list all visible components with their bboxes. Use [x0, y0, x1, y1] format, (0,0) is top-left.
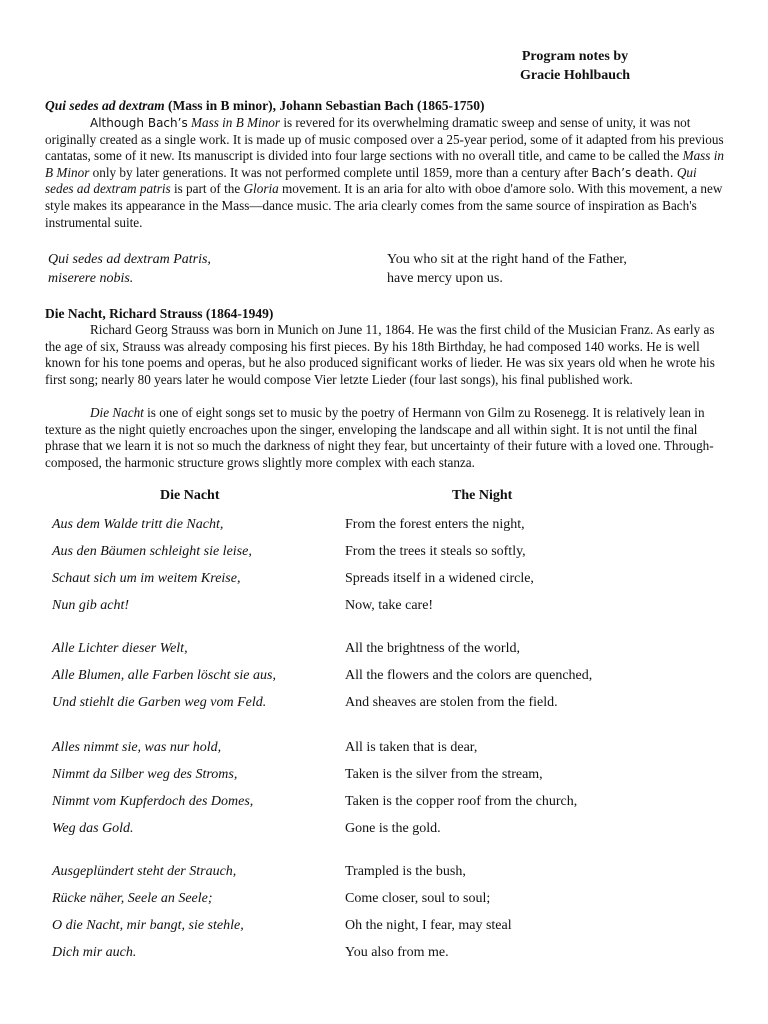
poem-stanza-4-de — [52, 858, 244, 966]
bach-text-2: only by later generations. It was not performed complete until 1859, more than a century after — [92, 164, 589, 180]
translation-line: have mercy upon us. — [387, 270, 503, 286]
poem-line: All is taken that is dear, — [345, 740, 478, 755]
poem-line: Gone is the gold. — [345, 821, 441, 836]
bach-title-italic: Qui sedes ad dextram — [45, 98, 165, 113]
bach-lead: Although Bach’s — [90, 116, 188, 130]
bach-text-4: is part of the — [173, 181, 241, 197]
poem-line: Now, take care! — [345, 598, 434, 613]
poem-line: Alles nimmt sie, was nur hold, — [52, 740, 222, 755]
translation-line: You who sit at the right hand of the Father, — [387, 252, 627, 267]
latin-text — [48, 251, 211, 288]
latin-translation — [387, 251, 627, 288]
poem-line: Alle Blumen, alle Farben löscht sie aus, — [52, 668, 276, 683]
poem-line: Alle Lichter dieser Welt, — [52, 641, 188, 656]
poem-stanza-2-en — [345, 635, 592, 716]
bach-section-title — [45, 98, 485, 114]
poem-line: Schaut sich um im weitem Kreise, — [52, 571, 241, 586]
poem-line: Aus dem Walde tritt die Nacht, — [52, 517, 224, 532]
bach-mass-italic-2: Mass in B Minor — [45, 148, 724, 180]
poem-stanza-2-de — [52, 635, 276, 716]
poem-line: Rücke näher, Seele an Seele; — [52, 891, 213, 906]
poem-line: O die Nacht, mir bangt, sie stehle, — [52, 918, 244, 933]
poem-line: Trampled is the bush, — [345, 864, 466, 879]
die-nacht-italic: Die Nacht — [90, 405, 144, 420]
poem-stanza-4-en — [345, 858, 512, 966]
poem-stanza-3-en — [345, 734, 577, 842]
poem-line: Taken is the copper roof from the church, — [345, 794, 578, 809]
poem-line: Oh the night, I fear, may steal — [345, 918, 512, 933]
bach-mass-italic: Mass in B Minor — [191, 115, 281, 130]
header-line-1: Program notes by — [521, 49, 629, 64]
poem-line: Taken is the silver from the stream, — [345, 767, 543, 782]
gloria-italic: Gloria — [243, 181, 279, 197]
bach-text-1: is revered for its overwhelming dramatic sweep and sense of unity, it was not originally created as a single work. It is made up of music composed over a 25-year period, some of it adapted from his previous cantatas, some of it new. Its manuscript is divided into four large sections with no overall title, and came to be called the — [45, 115, 724, 164]
strauss-paragraph-2 — [45, 405, 725, 471]
poem-line: All the flowers and the colors are quenched, — [345, 668, 593, 683]
poem-line: From the trees it steals so softly, — [345, 544, 526, 559]
poem-line: From the forest enters the night, — [345, 517, 525, 532]
bach-title-rest: (Mass in B minor), Johann Sebastian Bach (1865-1750) — [164, 98, 485, 113]
program-notes-header — [470, 47, 680, 85]
poem-line: Ausgeplündert steht der Strauch, — [52, 864, 237, 879]
poem-heading-german: Die Nacht — [160, 488, 220, 503]
poem-line: Weg das Gold. — [52, 821, 134, 836]
poem-line: Dich mir auch. — [52, 945, 137, 960]
poem-line: And sheaves are stolen from the field. — [345, 695, 558, 710]
header-author: Gracie Hohlbauch — [519, 68, 631, 83]
poem-stanza-1-en — [345, 511, 534, 619]
latin-line: miserere nobis. — [48, 270, 134, 286]
poem-line: All the brightness of the world, — [345, 641, 520, 656]
poem-line: Spreads itself in a widened circle, — [345, 571, 534, 586]
qui-patris-italic: Qui sedes ad dextram patris — [45, 164, 697, 197]
poem-line: Nun gib acht! — [52, 598, 129, 613]
poem-line: Nimmt vom Kupferdoch des Domes, — [52, 794, 254, 809]
strauss-text-1: Richard Georg Strauss was born in Munich on June 11, 1864. He was the first child of the Musician Franz. As early as the age of six, Strauss was already composing his first pieces. By his 18th Birthday, he had composed 140 works. He is well known for his tone poems and operas, but he also produced significant works of lieder. He was six years old when he wrote his first song; nearly 80 years later he would compose Vier letzte Lieder (four last songs), his final published work. — [45, 322, 715, 387]
bach-paragraph — [45, 115, 725, 231]
bach-text-5: movement. It is an aria for alto with oboe d'amore solo. With this movement, a new style makes its appearance in the Mass—dance music. The aria clearly comes from the same source of inspiration as Bach's instrumental suite. — [45, 181, 723, 230]
poem-heading-english: The Night — [452, 488, 513, 503]
poem-stanza-1-de — [52, 511, 252, 619]
strauss-paragraph-1 — [45, 322, 725, 388]
poem-line: Aus den Bäumen schleight sie leise, — [52, 544, 252, 559]
strauss-text-2: is one of eight songs set to music by the poetry of Hermann von Gilm zu Rosenegg. It is relatively lean in texture as the night quietly encroaches upon the singer, enveloping the landscape and all within sight. It is not until the final phrase that we learn it is not so much the darkness of night they fear, but uncertainty of their future with a loved one. Through-composed, the harmonic structure grows slightly more complex with each stanza. — [45, 405, 714, 470]
latin-line: Qui sedes ad dextram Patris, — [48, 252, 211, 267]
bach-text-3: Bach’s death. — [591, 165, 674, 180]
poem-line: You also from me. — [345, 945, 449, 960]
strauss-section-title: Die Nacht, Richard Strauss (1864-1949) — [45, 306, 274, 321]
poem-line: Und stiehlt die Garben weg vom Feld. — [52, 695, 267, 710]
poem-line: Come closer, soul to soul; — [345, 891, 491, 906]
poem-stanza-3-de — [52, 734, 253, 842]
poem-line: Nimmt da Silber weg des Stroms, — [52, 767, 238, 782]
